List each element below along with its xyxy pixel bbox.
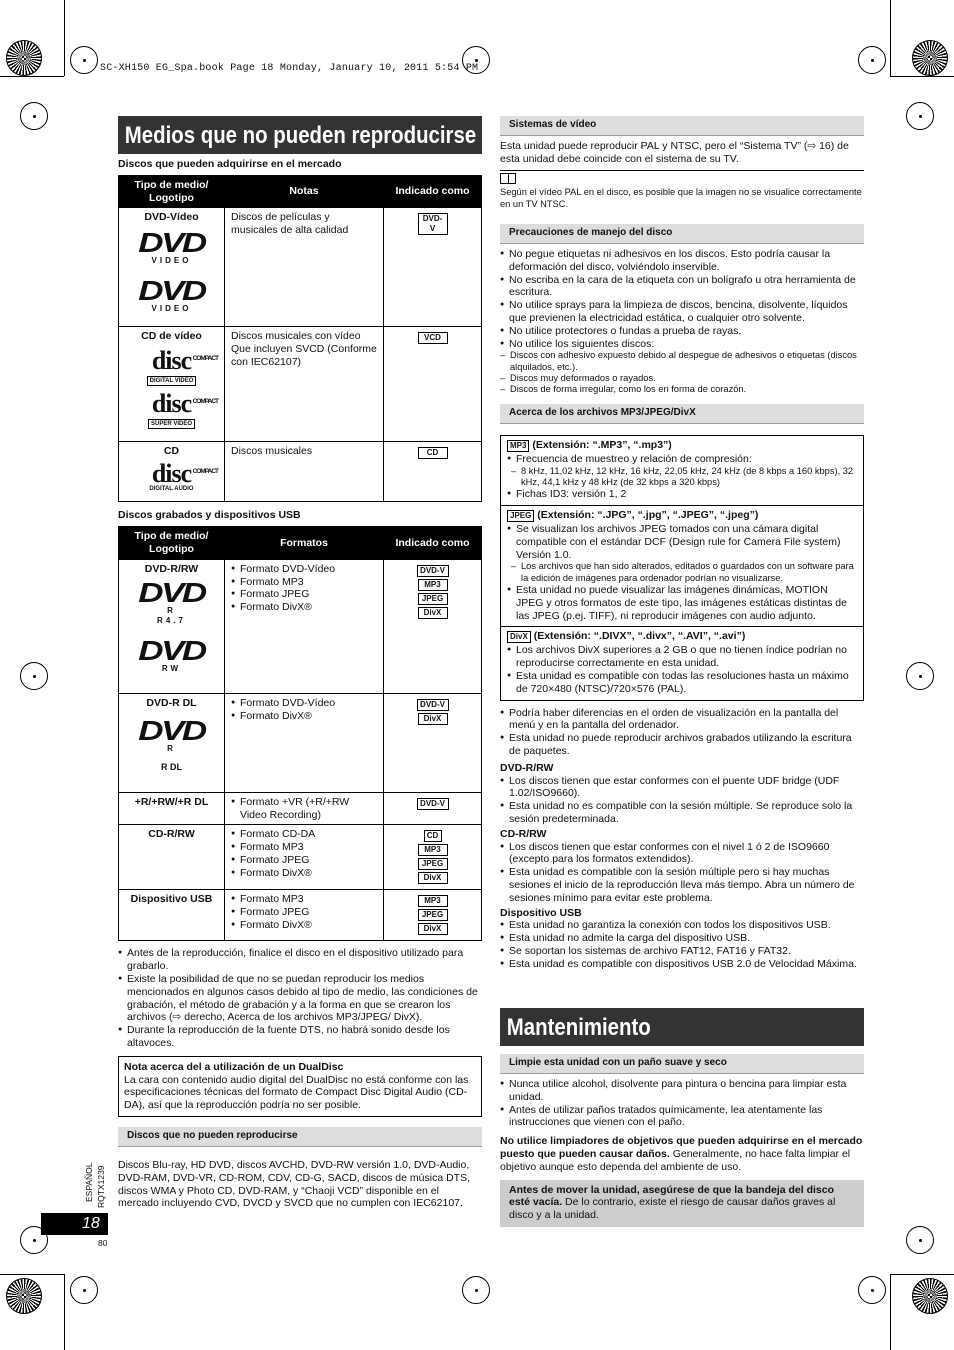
disc-label: disc [151, 389, 192, 419]
dvd-logo-sub: VIDEO [151, 304, 192, 314]
list-item: ● Los discos tienen que estar conformes con el nivel 1 ó 2 de ISO9660 (excepto para los formatos extendidos). [500, 841, 864, 867]
registration-target [906, 662, 934, 690]
cdrw-heading: CD-R/RW [500, 827, 547, 840]
list-item: ● No utilice protectores o fundas a prueba de rayas. [500, 325, 864, 338]
indicator-tag: JPEG [418, 858, 448, 870]
media-type: DVD-R/RW [144, 562, 199, 575]
col-type: Tipo de medio/ Logotipo [119, 527, 225, 560]
list-item: ● Los discos tienen que estar conformes con el puente UDF bridge (UDF 1.02/ISO9660). [500, 775, 864, 801]
list-item: ● No utilice los siguientes discos: [500, 338, 864, 351]
subheading-retail: Discos que pueden adquirirse en el mercado [118, 158, 342, 170]
maintenance-title-box [500, 1008, 864, 1046]
dualdisc-text: La cara con contenido audio digital del DualDisc no está conforme con las especificaciones técnicas del formato de Compact Disc Digital Audio (CD-DA), así que la reproducción podría no ser posible. [124, 1073, 469, 1112]
indicator-tag: JPEG [418, 593, 448, 605]
indicator-tag: DVD-V [418, 213, 448, 235]
video-note: Según el vídeo PAL en el disco, es posible que la imagen no se visualice correctamente en un TV NTSC. [500, 187, 862, 209]
list-item: – Discos muy deformados o rayados. [500, 373, 864, 384]
compact-label: COMPACT [192, 398, 218, 406]
dvd-video-logo [125, 227, 218, 266]
super-video-label: SUPER VIDEO [148, 419, 195, 429]
left-column [118, 116, 482, 1210]
media-notes: Discos de películas y musicales de alta calidad [225, 208, 384, 327]
list-item: ● Esta unidad no admite la carga del dispositivo USB. [500, 932, 864, 945]
table-row [119, 890, 482, 941]
dualdisc-note [118, 1056, 482, 1117]
col-formats: Formatos [225, 527, 384, 560]
registration-sunburst-bl [6, 1278, 42, 1314]
dvd-r-logo: DVD R R4.7 [138, 576, 205, 625]
registration-sunburst-tl [6, 40, 42, 76]
retail-discs-table [118, 175, 482, 503]
disc-label: disc [151, 459, 192, 489]
indicator-tag: DivX [418, 713, 448, 725]
jpeg-ext: (Extensión: “.JPG”, “.jpg”, “.JPEG”, “.jpeg”) [537, 508, 759, 521]
indicator-tag: CD [424, 830, 442, 842]
col-shown: Indicado como [384, 175, 482, 208]
media-type: DVD-Vídeo [144, 211, 199, 224]
registration-sunburst-tr [912, 40, 948, 76]
col-shown: Indicado como [384, 527, 482, 560]
registration-target [20, 102, 48, 130]
list-item: ● Durante la reproducción de la fuente DTS, no habrá sonido desde los altavoces. [118, 1024, 482, 1050]
section-title: Medios que no pueden reproducirse [124, 122, 477, 149]
compact-disc-logo [125, 346, 218, 386]
media-type: CD de vídeo [141, 330, 202, 343]
media-type: Dispositivo USB [119, 890, 225, 941]
table-row [119, 442, 482, 502]
registration-target [858, 46, 886, 74]
table-row [119, 792, 482, 825]
jpeg-section: JPEG (Extensión: “.JPG”, “.jpg”, “.JPEG”, “.jpeg”) ● Se visualizan los archivos JPEG tomados con una cámara digital compatible con el estándar DCF (Design rule for Camera File system) Versión 1.0. – Los archivos que han sido alterados, editados o guardados con un software para la edición de imágenes para ordenador podrían no visualizarse. ● Esta unidad no puede visualizar las imágenes dinámicas, MOTION JPEG y otros formatos de este tipo, las imágenes estáticas distintas de las JPEG (p.ej. TIFF), ni reproducir imágenes con audio adjunto. [501, 506, 863, 627]
digital-audio-label: DIGITAL AUDIO [149, 486, 194, 493]
table-row [119, 825, 482, 890]
list-item: ● No utilice sprays para la limpieza de discos, bencina, disolvente, líquidos que previenen la electricidad estática, o cualquier otro solvente. [500, 299, 864, 325]
subheading-recorded: Discos grabados y dispositivos USB [118, 509, 301, 522]
table-row [119, 559, 482, 693]
mp3-ext: (Extensión: “.MP3”, “.mp3”) [532, 438, 672, 451]
registration-target [20, 662, 48, 690]
care-dash-list [500, 350, 864, 395]
table-row [119, 693, 482, 792]
format-list: ● Formato DVD-Vídeo ● Formato DivX® [231, 697, 377, 723]
right-column [500, 116, 864, 971]
video-text: Esta unidad puede reproducir PAL y NTSC, pero el “Sistema TV” (⇨ 16) de esta unidad debe coincide con el sistema de su TV. [500, 140, 849, 165]
care-list [500, 248, 864, 350]
indicator-tag: DivX [418, 607, 448, 619]
registration-target [70, 1276, 98, 1304]
files-heading: Acerca de los archivos MP3/JPEG/DivX [500, 404, 864, 424]
divx-tag: DivX [507, 631, 531, 643]
media-type: CD [163, 445, 180, 458]
files-notes [500, 707, 864, 758]
indicator-tag: MP3 [418, 844, 448, 856]
dvd-video-logo [125, 275, 218, 314]
media-notes: Discos musicales [225, 442, 384, 502]
registration-target [462, 1276, 490, 1304]
media-notes: Discos musicales con vídeo Que incluyen SVCD (Conforme con IEC62107) [225, 327, 384, 442]
indicator-tag: DivX [418, 923, 448, 935]
list-item: ● Esta unidad es compatible con dispositivos USB 2.0 de Velocidad Máxima. [500, 958, 864, 971]
format-list: ● Formato MP3 ● Formato JPEG ● Formato DivX® [231, 893, 377, 931]
book-note-icon [500, 173, 516, 184]
divx-section: DivX (Extensión: “.DIVX”, “.divx”, “.AVI”, “.avi”) ● Los archivos DivX superiores a 2 GB o que no tienen índice podrían no reproducirse correctamente en esta unidad. ● Esta unidad es compatible con todas las resoluciones hasta un máximo de 720×480 (NTSC)/720×576 (PAL). [501, 627, 863, 699]
section-title-box [118, 116, 482, 154]
col-type: Tipo de medio/ Logotipo [119, 175, 225, 208]
list-item: ● No pegue etiquetas ni adhesivos en los discos. Esto podría causar la deformación del disco, volviéndolo inservible. [500, 248, 864, 274]
registration-target [906, 1226, 934, 1254]
notes-list [118, 947, 482, 1049]
registration-sunburst-br [912, 1278, 948, 1314]
doc-code: RQTX1239 [96, 1165, 106, 1208]
list-item: ● Nunca utilice alcohol, disolvente para pintura o bencina para limpiar esta unidad. [500, 1078, 864, 1104]
maintenance-sub: Limpie esta unidad con un paño suave y seco [500, 1054, 864, 1074]
registration-target [858, 1276, 886, 1304]
maintenance-title: Mantenimiento [506, 1014, 651, 1041]
registration-target [906, 102, 934, 130]
book-header: SC-XH150 EG_Spa.book Page 18 Monday, January 10, 2011 5:54 PM [100, 63, 479, 74]
page-number: 18 [82, 1215, 100, 1232]
dvd-rw-logo: DVD RW [138, 634, 205, 673]
list-item: – Discos de forma irregular, como los en forma de corazón. [500, 384, 864, 395]
list-item: ● Antes de la reproducción, finalice el disco en el dispositivo utilizado para grabarlo. [118, 947, 482, 973]
mp3-section: MP3 (Extensión: “.MP3”, “.mp3”) ● Frecuencia de muestreo y relación de compresión: – 8 kHz, 11,02 kHz, 12 kHz, 16 kHz, 22,05 kHz, 24 kHz (de 8 kbps a 160 kbps), 32 kHz, 44,1 kHz y 48 kHz (de 32 kbps a 320 kbps) ● Fichas ID3: versión 1, 2 [501, 436, 863, 506]
indicator-tag: CD [418, 447, 448, 459]
list-item: ● Esta unidad no es compatible con la sesión múltiple. Se reproduce solo la sesión predeterminada. [500, 800, 864, 826]
compact-label: COMPACT [192, 355, 218, 363]
jpeg-tag: JPEG [507, 510, 534, 522]
indicator-tag: VCD [418, 332, 448, 344]
list-item: ● Esta unidad es compatible con la sesión múltiple pero si hay muchas sesiones el inicio de la reproducción lleva más tiempo. Abra un número de sesiones mínimo para evitar este problema. [500, 866, 864, 904]
compact-disc-logo [125, 459, 218, 493]
table-row [119, 327, 482, 442]
table-row [119, 208, 482, 327]
noplay-text: Discos Blu-ray, HD DVD, discos AVCHD, DVD-RW versión 1.0, DVD-Audio, DVD-RAM, DVD-VR, CD-ROM, CDV, CD-G, SACD, discos de música DTS, discos WMA y Photo CD, DVD-RAM, y “Chaoji VCD” disponible en el mercado incluyendo CVD, DVCD y SVCD que no cumplen con IEC62107. [118, 1158, 470, 1210]
maintenance-section [500, 1008, 864, 1227]
format-list: ● Formato DVD-Vídeo ● Formato MP3 ● Formato JPEG ● Formato DivX® [231, 563, 377, 614]
language-label: ESPAÑOL [84, 1162, 94, 1202]
list-item: ● Esta unidad no puede reproducir archivos grabados utilizando la escritura de paquetes. [500, 732, 864, 758]
indicator-tag: DVD-V [417, 798, 449, 810]
side-label [84, 1160, 114, 1210]
list-item: ● Esta unidad no garantiza la conexión con todos los dispositivos USB. [500, 919, 864, 932]
compact-label: COMPACT [192, 468, 218, 476]
media-type: DVD-R DL [146, 696, 197, 709]
dvdrw-heading: DVD-R/RW [500, 761, 554, 774]
list-item: ● No escriba en la cara de la etiqueta con un bolígrafo u otra herramienta de escritura. [500, 274, 864, 300]
indicator-tag: MP3 [418, 895, 448, 907]
dvd-logo-text: DVD [138, 227, 205, 259]
indicator-tag: MP3 [418, 579, 448, 591]
digital-video-label: DIGITAL VIDEO [147, 376, 197, 386]
mp3-tag: MP3 [507, 440, 529, 452]
dvd-r-dl-logo: DVD R R DL [138, 714, 205, 772]
list-item: ● Podría haber diferencias en el orden de visualización en la pantalla del menú y en la pantalla del ordenador. [500, 707, 864, 733]
disc-label: disc [151, 346, 192, 376]
format-list: ● Formato CD-DA ● Formato MP3 ● Formato JPEG ● Formato DivX® [231, 828, 377, 879]
care-heading: Precauciones de manejo del disco [500, 224, 864, 244]
page-number-secondary: 80 [98, 1238, 108, 1248]
list-item: ● Se soportan los sistemas de archivo FAT12, FAT16 y FAT32. [500, 945, 864, 958]
indicator-tag: JPEG [418, 909, 448, 921]
lens-note: No utilice limpiadores de objetivos que pueden adquirirse en el mercado puesto que pueden causar daños. Generalmente, no hace falta limpiar el objetivo aunque esto dependa del ambiente de uso. [500, 1135, 863, 1173]
col-notes: Notas [225, 175, 384, 208]
list-item: – Discos con adhesivo expuesto debido al despegue de adhesivos o etiquetas (discos alquilados, etc.). [500, 350, 864, 373]
media-type: CD-R/RW [119, 825, 225, 890]
indicator-tag: DVD-V [417, 699, 449, 711]
recorded-discs-table [118, 526, 482, 941]
indicator-tag: DVD-V [417, 565, 449, 577]
noplay-heading: Discos que no pueden reproducirse [118, 1127, 482, 1147]
video-heading: Sistemas de vídeo [500, 116, 864, 136]
format-list: ● Formato +VR (+R/+RW Video Recording) [231, 796, 377, 822]
dualdisc-title: Nota acerca del a utilización de un DualDisc [124, 1060, 344, 1073]
dvd-logo-sub: VIDEO [151, 256, 192, 266]
usb-heading: Dispositivo USB [500, 906, 582, 919]
media-type: +R/+RW/+R DL [119, 792, 225, 825]
move-warning: Antes de mover la unidad, asegúrese de que la bandeja del disco esté vacía. De lo contrario, existe el riesgo de causar daños graves al disco y a la unidad. [500, 1180, 864, 1227]
divx-ext: (Extensión: “.DIVX”, “.divx”, “.AVI”, “.avi”) [533, 630, 746, 643]
indicator-tag: DivX [418, 872, 448, 884]
registration-target [70, 46, 98, 74]
list-item: ● Existe la posibilidad de que no se puedan reproducir los medios mencionados en algunos casos debido al tipo de medio, las condiciones de grabación, el método de grabación y a la forma en que se crearon los archivos (⇨ derecho, Acerca de los archivos MP3/JPEG/ DivX). [118, 973, 482, 1024]
dvd-logo-text: DVD [138, 275, 205, 307]
compact-disc-logo [125, 389, 218, 429]
list-item: ● Antes de utilizar paños tratados químicamente, lea atentamente las instrucciones que vienen con el paño. [500, 1104, 864, 1130]
file-formats-box [500, 435, 864, 701]
